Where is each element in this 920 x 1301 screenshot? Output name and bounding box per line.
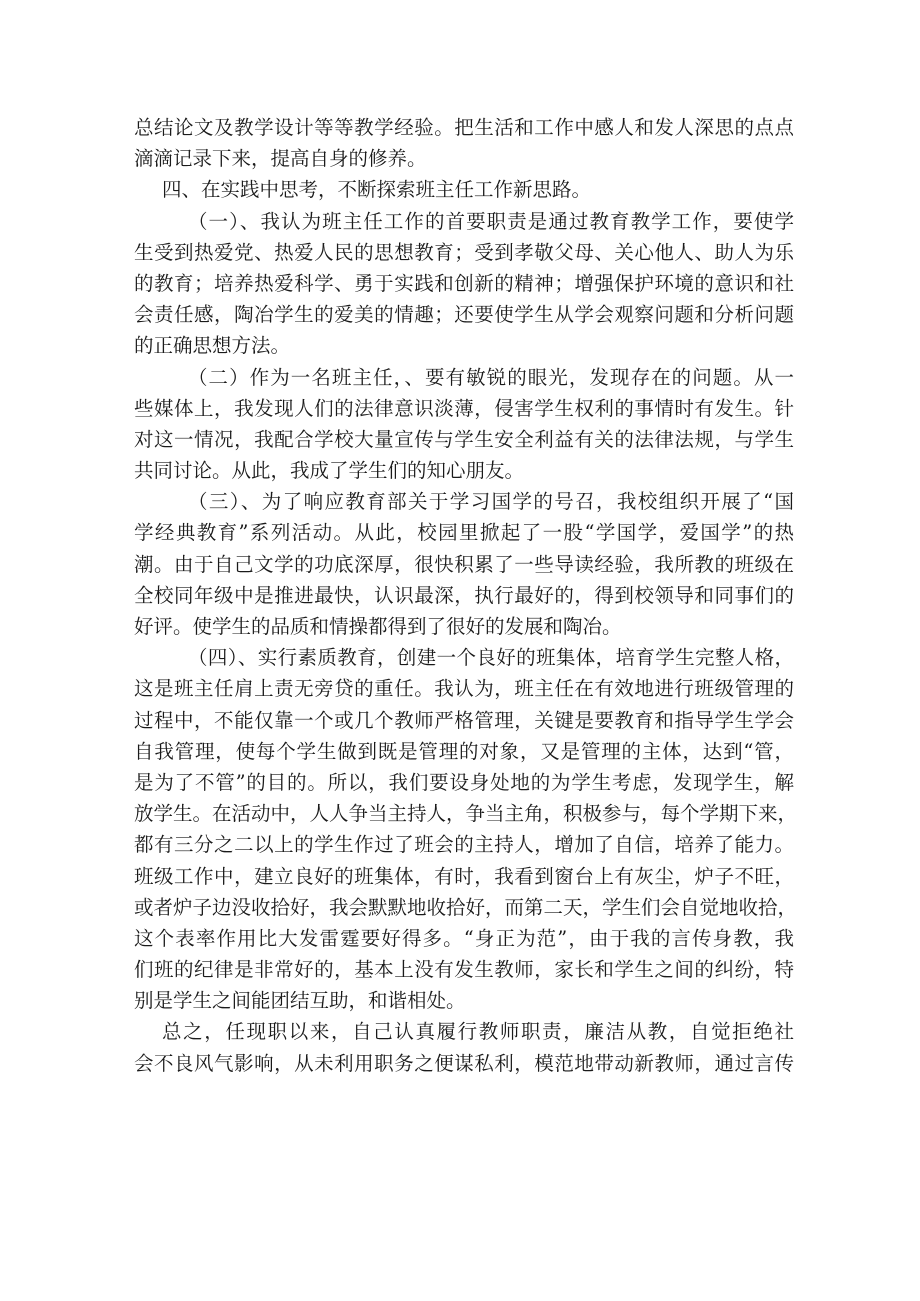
text-line: 们班的纪律是非常好的，基本上没有发生教师，家长和学生之间的纠纷，特: [134, 958, 794, 982]
text-line: 自我管理，使每个学生做到既是管理的对象，又是管理的主体，达到“管，: [134, 739, 794, 763]
text-line: 的正确思想方法。: [134, 334, 291, 358]
text-line: 总结论文及教学设计等等教学经验。把生活和工作中感人和发人深思的点点: [134, 116, 794, 139]
text-line: 是为了不管”的目的。所以，我们要设身处地的为学生考虑，发现学生，解: [134, 770, 794, 794]
text-line: （三）、为了响应教育部关于学习国学的号召，我校组织开展了“国: [188, 490, 794, 514]
text-line: 些媒体上，我发现人们的法律意识淡薄，侵害学生权利的事情时有发生。针: [134, 396, 794, 420]
document-body: [134, 112, 798, 1079]
text-line: 会责任感，陶冶学生的爱美的情趣；还要使学生从学会观察问题和分析问题: [134, 303, 794, 327]
text-line: 共同讨论。从此，我成了学生们的知心朋友。: [134, 459, 525, 483]
section-heading: 四、在实践中思考，不断探索班主任工作新思路。: [162, 178, 592, 202]
text-line: 会不良风气影响，从未利用职务之便谋私利，模范地带动新教师，通过言传: [134, 1051, 794, 1075]
text-line: 都有三分之二以上的学生作过了班会的主持人，增加了自信，培养了能力。: [134, 833, 794, 857]
text-line: 对这一情况，我配合学校大量宣传与学生安全利益有关的法律法规，与学生: [134, 427, 794, 451]
text-line: 全校同年级中是推进最快，认识最深，执行最好的，得到校领导和同事们的: [134, 583, 794, 607]
text-line: 潮。由于自己文学的功底深厚，很快积累了一些导读经验，我所教的班级在: [134, 552, 794, 576]
text-line: 过程中，不能仅靠一个或几个教师严格管理，关键是要教育和指导学生学会: [134, 708, 794, 732]
text-line: 这是班主任肩上责无旁贷的重任。我认为，班主任在有效地进行班级管理的: [134, 677, 794, 701]
text-line: 这个表率作用比大发雷霆要好得多。“身正为范”，由于我的言传身教，我: [134, 926, 794, 950]
text-line: 的教育；培养热爱科学、勇于实践和创新的精神；增强保护环境的意识和社: [134, 271, 794, 295]
text-line: 生受到热爱党、热爱人民的思想教育；受到孝敬父母、关心他人、助人为乐: [134, 240, 794, 264]
text-line: 放学生。在活动中，人人争当主持人，争当主角，积极参与，每个学期下来，: [134, 802, 798, 826]
text-line: 班级工作中，建立良好的班集体，有时，我看到窗台上有灰尘，炉子不旺，: [134, 864, 794, 888]
text-line: （四）、实行素质教育，创建一个良好的班集体，培育学生完整人格，: [188, 646, 794, 670]
text-line: 别是学生之间能团结互助，和谐相处。: [134, 989, 466, 1013]
text-line: 滴滴记录下来，提高自身的修养。: [134, 147, 427, 171]
text-line: 总之，任现职以来，自己认真履行教师职责，廉洁从教，自觉拒绝社: [162, 1020, 794, 1044]
text-line: （二）作为一名班主任，、要有敏锐的眼光，发现存在的问题。从一: [188, 365, 794, 389]
text-line: （一）、我认为班主任工作的首要职责是通过教育教学工作，要使学: [188, 209, 794, 233]
text-line: 好评。使学生的品质和情操都得到了很好的发展和陶冶。: [134, 615, 622, 638]
text-line: 学经典教育”系列活动。从此，校园里掀起了一股“学国学，爱国学”的热: [134, 521, 794, 545]
text-line: 或者炉子边没收拾好，我会默默地收拾好，而第二天，学生们会自觉地收拾，: [134, 895, 798, 919]
